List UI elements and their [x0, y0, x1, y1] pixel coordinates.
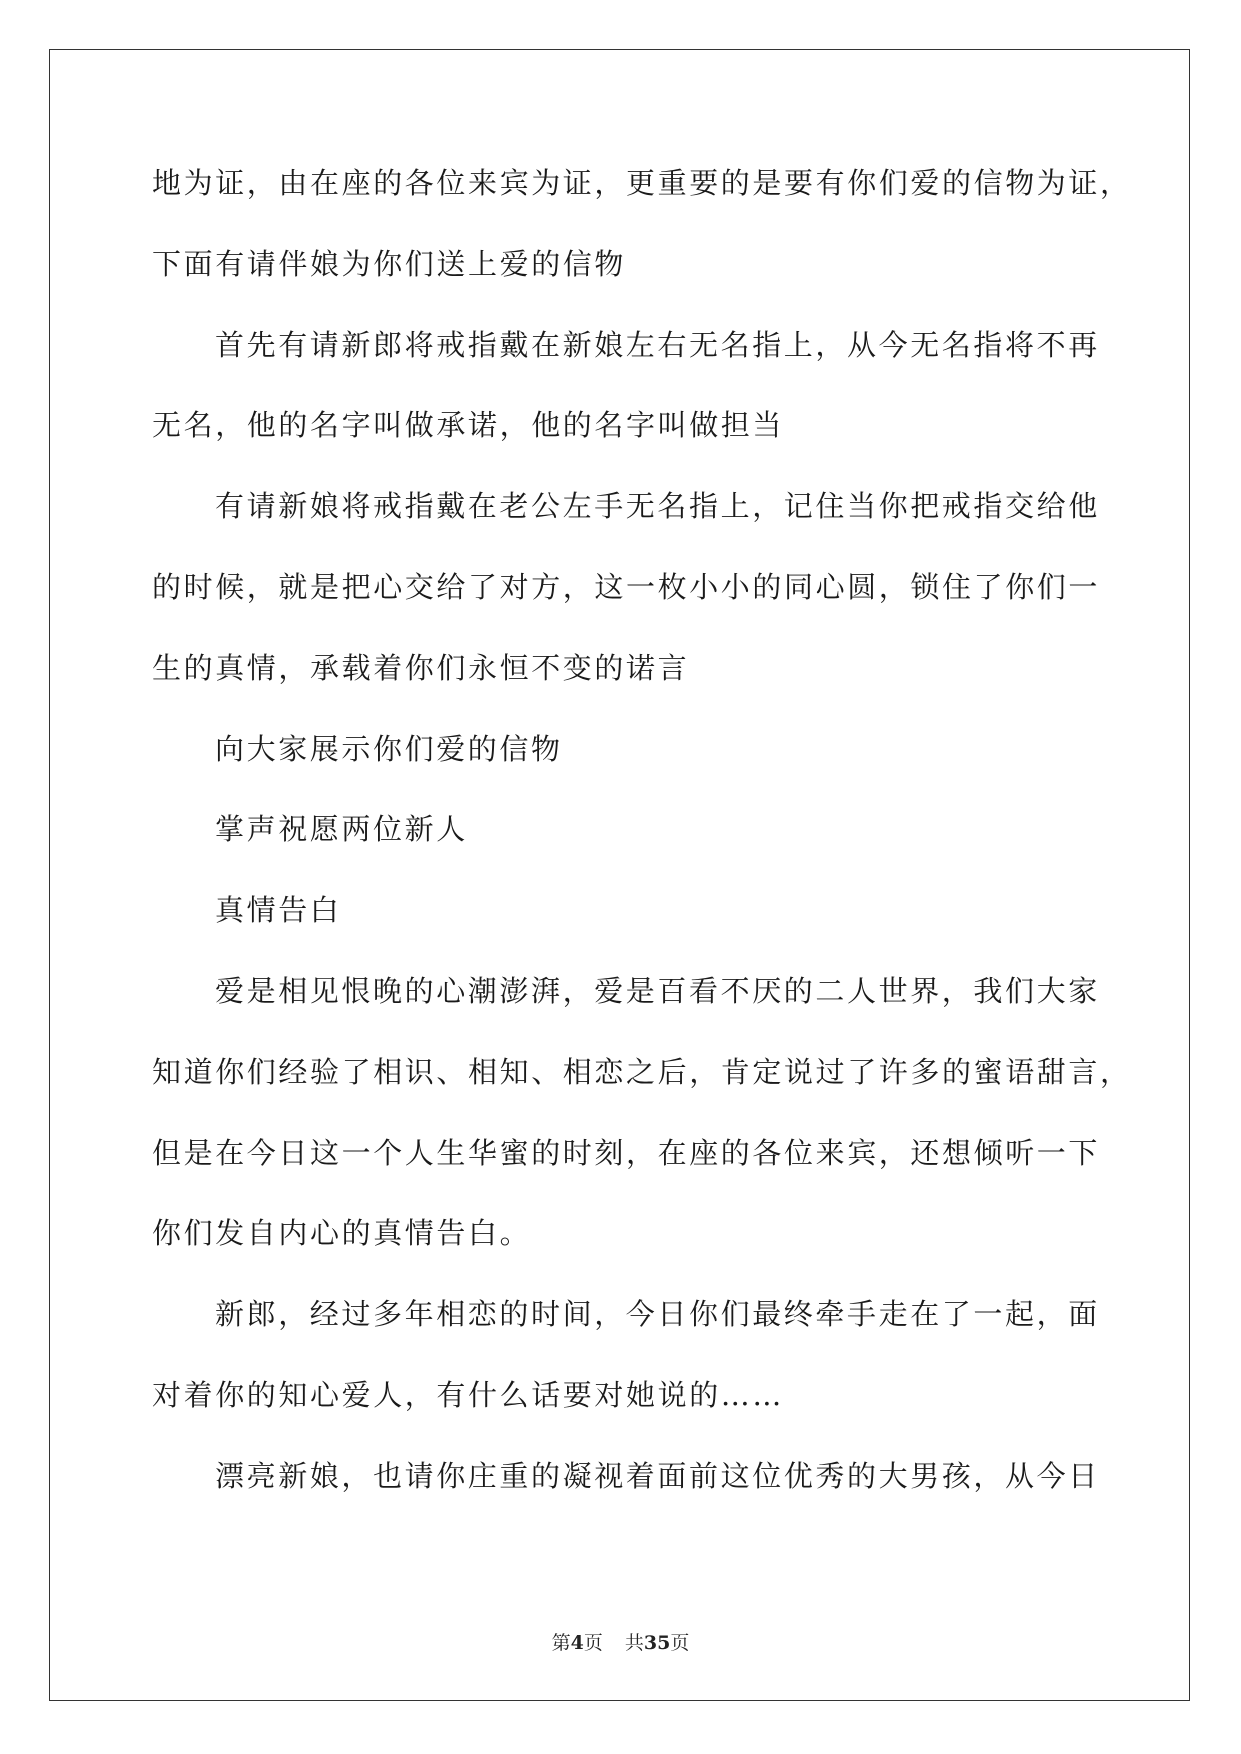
- text-line: 下面有请伴娘为你们送上爱的信物: [152, 246, 627, 281]
- page-footer: [0, 1628, 1241, 1655]
- footer-page-number: 4: [570, 1632, 584, 1654]
- footer-total-suffix: 页: [670, 1632, 690, 1654]
- footer-page-prefix: 第: [551, 1632, 571, 1654]
- footer-page-suffix: 页: [583, 1632, 603, 1654]
- footer-total-prefix: 共: [624, 1632, 644, 1654]
- text-line: 地为证，由在座的各位来宾为证，更重要的是要有你们爱的信物为证，: [152, 166, 1132, 200]
- text-line: 生的真情，承载着你们永恒不变的诺言: [152, 650, 690, 685]
- footer-total-pages: 35: [643, 1632, 671, 1654]
- text-line: 爱是相见恨晚的心潮澎湃，爱是百看不厌的二人世界，我们大家: [215, 973, 1100, 1008]
- text-line: 的时候，就是把心交给了对方，这一枚小小的同心圆，锁住了你们一: [152, 569, 1101, 604]
- text-line: 首先有请新郎将戒指戴在新娘左右无名指上，从今无名指将不再: [215, 327, 1100, 362]
- text-line: 有请新娘将戒指戴在老公左手无名指上，记住当你把戒指交给他: [215, 489, 1100, 524]
- text-line: 漂亮新娘，也请你庄重的凝视着面前这位优秀的大男孩，从今日: [215, 1458, 1100, 1493]
- text-line: 对着你的知心爱人，有什么话要对她说的……: [152, 1377, 785, 1412]
- text-line: 掌声祝愿两位新人: [215, 812, 468, 847]
- text-line: 但是在今日这一个人生华蜜的时刻，在座的各位来宾，还想倾听一下: [152, 1135, 1101, 1170]
- text-line: 你们发自内心的真情告白。: [152, 1216, 532, 1251]
- text-line: 新郎，经过多年相恋的时间，今日你们最终牵手走在了一起，面: [215, 1297, 1100, 1332]
- text-line: 真情告白: [215, 893, 342, 928]
- text-line: 无名，他的名字叫做承诺，他的名字叫做担当: [152, 408, 785, 443]
- text-line: 向大家展示你们爱的信物: [215, 731, 563, 766]
- text-line: 知道你们经验了相识、相知、相恋之后，肯定说过了许多的蜜语甜言，: [152, 1054, 1132, 1089]
- document-body: [152, 166, 1132, 1542]
